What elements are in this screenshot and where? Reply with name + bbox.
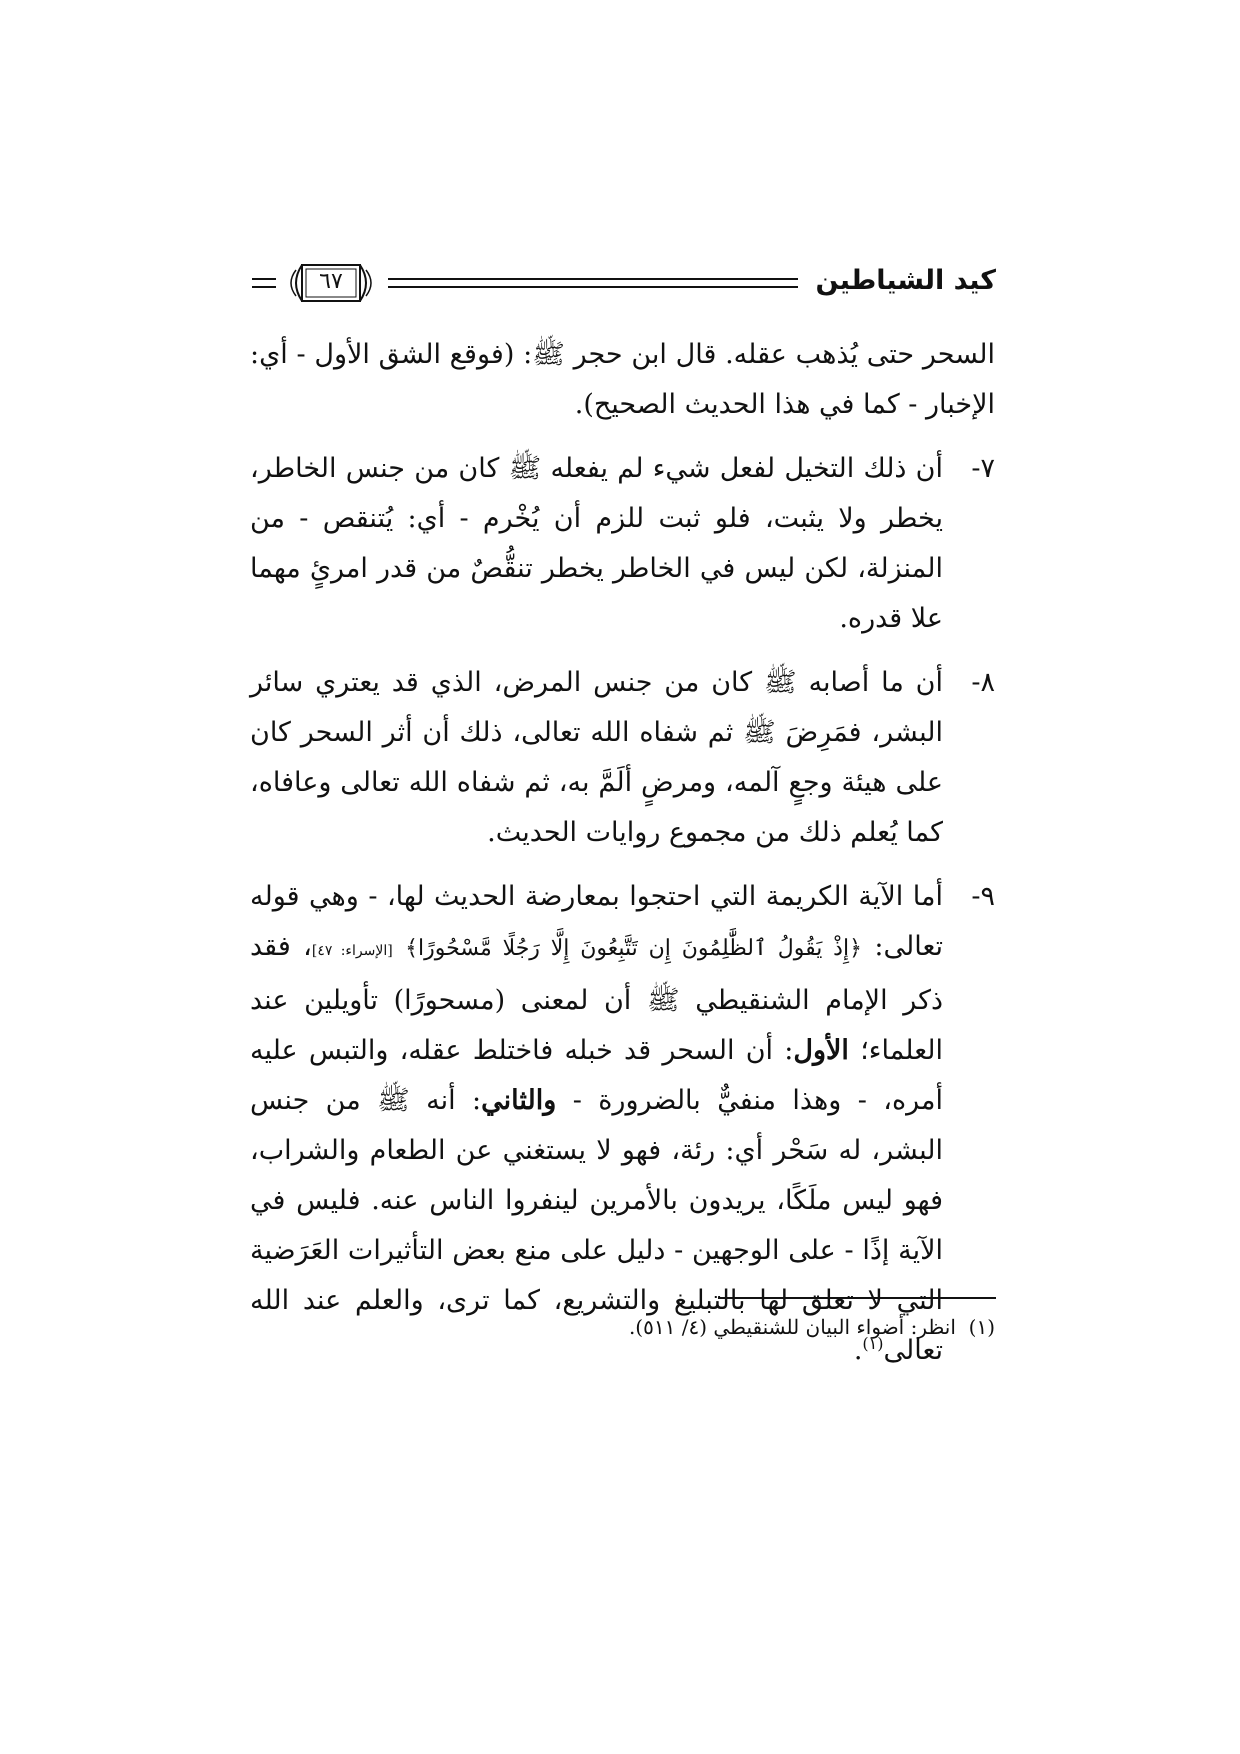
- text-run: أن لمعنى (مسحورًا) تأويلين عند العلماء؛: [250, 985, 943, 1066]
- footnote-text: انظر: أضواء البيان للشنقيطي (٤/ ٥١١).: [628, 1315, 956, 1339]
- footnote-marker[interactable]: (١): [862, 1334, 884, 1353]
- honorific-glyph: ﷺ: [508, 453, 542, 484]
- item-number: ٨-: [971, 667, 995, 698]
- text-run: ، فقد ذكر الإمام الشنقيطي: [250, 931, 943, 1016]
- bold-label: والثاني: [481, 1085, 557, 1116]
- text-run: كان من جنس المرض، الذي قد يعتري سائر البشر، فمَرِضَ: [250, 667, 943, 748]
- text-run: أن ذلك التخيل لفعل شيء لم يفعله: [550, 453, 943, 484]
- honorific-glyph: ﷺ: [377, 1085, 410, 1116]
- list-item-8: [250, 658, 995, 858]
- bold-label: الأول: [793, 1035, 849, 1066]
- footnote-number: (١): [968, 1315, 995, 1339]
- header-rule: [252, 286, 276, 288]
- text-run: السحر حتى يُذهب عقله. قال ابن حجر: [573, 339, 995, 370]
- text-run: : أن السحر قد خبله فاختلط عقله، والتبس عليه أمره، - وهذا منفيٌّ بالضرورة -: [250, 1035, 943, 1116]
- text-run: أما الآية الكريمة التي احتجوا بمعارضة الحديث لها، - وهي قوله تعالى:: [250, 881, 944, 962]
- running-title: كيد الشياطين: [815, 265, 996, 296]
- page-number-frame: [284, 262, 378, 304]
- text-run: : (فوقع الشق الأول - أي: الإخبار - كما في هذا الحديث الصحيح).: [250, 339, 995, 420]
- page-header: [252, 262, 996, 306]
- text-run: كان من جنس الخاطر، يخطر ولا يثبت، فلو ثبت للزم أن يُخْرم - أي: يُتنقص - من المنزلة، لكن ليس في الخاطر يخطر تنقُّصٌ من قدر امرئٍ مهما علا قدره.: [250, 453, 943, 634]
- honorific-glyph: ﷺ: [764, 667, 797, 698]
- main-text: [250, 330, 995, 1390]
- item-number: ٩-: [971, 881, 995, 912]
- item-number: ٧-: [971, 453, 995, 484]
- header-rule: [252, 278, 276, 280]
- honorific-glyph: ﷺ: [646, 985, 680, 1016]
- footnote-separator: [718, 1297, 996, 1299]
- footnote: [250, 1310, 995, 1344]
- text-run: ثم شفاه الله تعالى، ذلك أن أثر السحر كان على هيئة وجعٍ آلمه، ومرضٍ ألَمَّ به، ثم شفاه الله تعالى وعافاه، كما يُعلم ذلك من مجموع روايات الحديث.: [250, 717, 943, 848]
- intro-paragraph: [250, 330, 995, 430]
- list-item-9: [250, 872, 995, 1376]
- header-rule: [388, 286, 798, 288]
- header-rule: [388, 278, 798, 280]
- text-run: .: [853, 1335, 863, 1366]
- page-number: ٦٧: [319, 269, 343, 294]
- verse-reference: [الإسراء: ٤٧]: [311, 943, 393, 959]
- quran-verse: ﴿إِذْ يَقُولُ ٱلظَّٰلِمُونَ إِن تَتَّبِعُونَ إِلَّا رَجُلًا مَّسْحُورًا﴾: [405, 936, 862, 961]
- text-run: : أنه: [426, 1085, 482, 1116]
- list-item-7: [250, 444, 995, 644]
- honorific-glyph: ﷺ: [532, 339, 565, 370]
- honorific-glyph: ﷺ: [743, 717, 776, 748]
- text-run: أن ما أصابه: [808, 667, 944, 698]
- text-run: من جنس البشر، له سَحْر أي: رئة، فهو لا يستغني عن الطعام والشراب، فهو ليس ملَكًا، يريدون بالأمرين لينفروا الناس عنه. فليس في الآية إذًا - على الوجهين - دليل على منع بعض التأثيرات العَرَضية التي لا تعلق لها بالتبليغ والتشريع، كما ترى، والعلم عند الله تعالى: [250, 1085, 943, 1366]
